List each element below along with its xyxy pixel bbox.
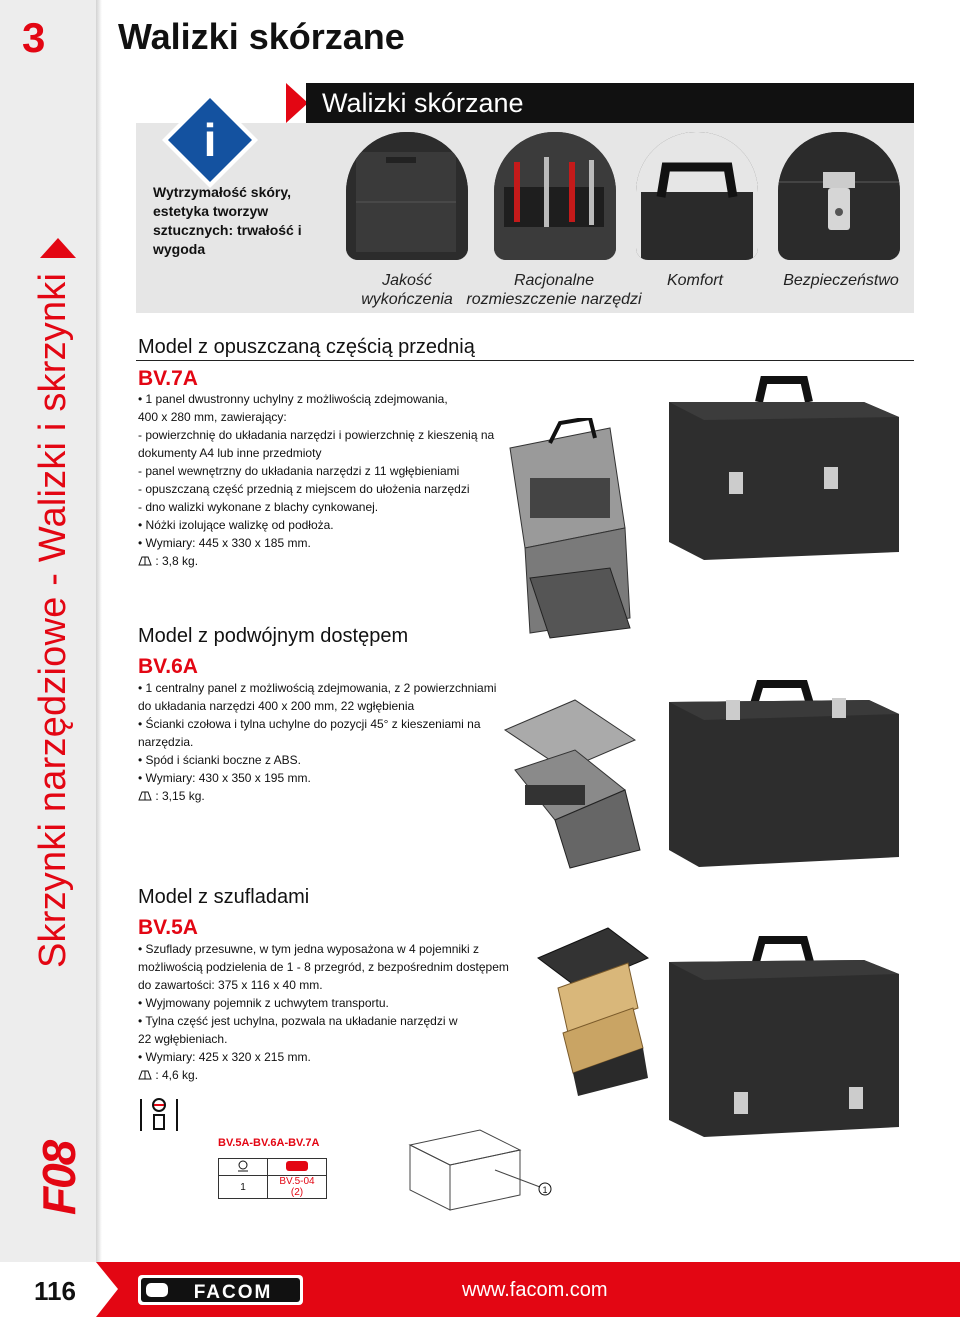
reference-icon-cell: [268, 1159, 327, 1176]
info-bar-title: Walizki skórzane: [322, 88, 524, 118]
weight-line: [138, 552, 498, 570]
part-number-cell: 1: [219, 1176, 268, 1199]
footer-arrow: [96, 1262, 118, 1317]
model-code-bv5a: BV.5A: [138, 916, 198, 939]
description-line: • Wymiary: 445 x 330 x 185 mm.: [138, 536, 311, 550]
description-line: • Szuflady przesuwne, w tym jedna wyposażona w 4 pojemniki z: [138, 942, 480, 956]
product-image-bv6a-open: [495, 690, 650, 870]
spare-parts-table: [218, 1158, 327, 1199]
part-reference-cell: BV.5-04 (2): [268, 1176, 327, 1199]
page-title: Walizki skórzane: [118, 16, 405, 57]
spare-parts-icon: [137, 1095, 183, 1137]
feature-image-finish: [346, 132, 468, 260]
description-line: • Wymiary: 425 x 320 x 215 mm.: [138, 1050, 311, 1064]
spare-parts-models: BV.5A-BV.6A-BV.7A: [218, 1137, 320, 1149]
caption-security: Bezpieczeństwo: [783, 272, 899, 289]
part-number-icon: [235, 1160, 251, 1172]
sidebar-shadow: [96, 0, 102, 1262]
info-bar-chevron: [286, 83, 308, 123]
caption-organisation: Racjonalne rozmieszczenie narzędzi: [466, 272, 642, 308]
description-line: • Tylna część jest uchylna, pozwala na układanie narzędzi w: [138, 1014, 458, 1028]
facom-logo-text: FACOM: [193, 1282, 273, 1303]
section-title-bv7a: Model z opuszczaną częścią przednią: [138, 336, 475, 358]
description-line: • 1 centralny panel z możliwością zdejmowania, z 2 powierzchniami: [138, 681, 497, 695]
product-image-bv5a-open: [518, 918, 658, 1098]
section-title-bv6a: Model z podwójnym dostępem: [138, 625, 409, 647]
spare-part-diagram: [400, 1115, 560, 1215]
feature-image-lock: [778, 132, 900, 260]
product-image-bv7a-closed: [664, 372, 904, 562]
section-title-bv5a: Model z szufladami: [138, 886, 310, 908]
info-icon-letter: i: [203, 114, 217, 166]
description-line: do zawartości: 375 x 116 x 40 mm.: [138, 978, 323, 992]
description-line: • Ścianki czołowa i tylna uchylne do pozycji 45° z kieszeniami na: [138, 717, 481, 731]
model-code-bv7a: BV.7A: [138, 367, 198, 390]
description-line: • Spód i ścianki boczne z ABS.: [138, 753, 301, 767]
product-image-bv7a-open: [490, 418, 650, 640]
description-line: dokumenty A4 lub inne przedmioty: [138, 446, 322, 460]
weight-icon: [138, 1070, 152, 1080]
description-line: - powierzchnię do układania narzędzi i powierzchnię z kieszenią na: [138, 428, 495, 442]
page-number: 116: [34, 1276, 76, 1306]
description-bv5a: [138, 940, 509, 1084]
table-row: [219, 1159, 327, 1176]
product-image-bv6a-closed: [664, 672, 904, 872]
catalog-code-logo: F08: [33, 1141, 85, 1215]
facom-logo: [138, 1275, 303, 1305]
description-line: • Nóżki izolujące walizkę od podłoża.: [138, 518, 334, 532]
product-image-bv5a-closed: [664, 922, 904, 1142]
description-bv6a: [138, 679, 498, 805]
description-bv7a: [138, 390, 498, 570]
weight-line: [138, 787, 498, 805]
reference-icon: [284, 1160, 310, 1172]
description-line: • Wymiary: 430 x 350 x 195 mm.: [138, 771, 311, 785]
weight-value: : 3,15 kg.: [155, 789, 205, 803]
caption-comfort: Komfort: [666, 272, 723, 289]
description-line: - panel wewnętrzny do układania narzędzi z 11 wgłębieniami: [138, 464, 460, 478]
weight-icon: [138, 556, 152, 566]
table-row: [219, 1176, 327, 1199]
part-icon-cell: [219, 1159, 268, 1176]
chapter-arrow-icon: [40, 238, 76, 258]
caption-finish: Jakość wykończenia: [361, 272, 453, 308]
weight-value: : 3,8 kg.: [155, 554, 199, 568]
diagram-callout: 1: [542, 1185, 548, 1195]
model-code-bv6a: BV.6A: [138, 655, 198, 678]
description-line: do układania narzędzi 400 x 200 mm, 22 wgłębienia: [138, 699, 415, 713]
description-line: 22 wgłębieniach.: [138, 1032, 228, 1046]
weight-line: [138, 1066, 498, 1084]
website-link[interactable]: www.facom.com: [462, 1279, 608, 1301]
weight-value: : 4,6 kg.: [155, 1068, 199, 1082]
description-line: - dno walizki wykonane z blachy cynkowanej.: [138, 500, 379, 514]
chapter-number: 3: [22, 14, 46, 61]
description-line: • 1 panel dwustronny uchylny z możliwością zdejmowania,: [138, 392, 448, 406]
features-text: Wytrzymałość skóry, estetyka tworzyw sztucznych: trwałość i wygoda: [153, 184, 302, 257]
info-icon: [160, 90, 260, 190]
chapter-vertical-title: Skrzynki narzędziowe - Walizki i skrzynki: [32, 272, 74, 968]
section-divider: [136, 360, 914, 361]
feature-image-organisation: [494, 132, 616, 260]
description-line: • Wyjmowany pojemnik z uchwytem transportu.: [138, 996, 389, 1010]
weight-icon: [138, 791, 152, 801]
feature-image-handle: [636, 132, 758, 260]
description-line: możliwością podzielenia de 1 - 8 przegród, z bezpośrednim dostępem: [138, 960, 509, 974]
description-line: narzędzia.: [138, 735, 194, 749]
description-line: 400 x 280 mm, zawierający:: [138, 410, 287, 424]
description-line: - opuszczaną część przednią z miejscem do ułożenia narzędzi: [138, 482, 470, 496]
